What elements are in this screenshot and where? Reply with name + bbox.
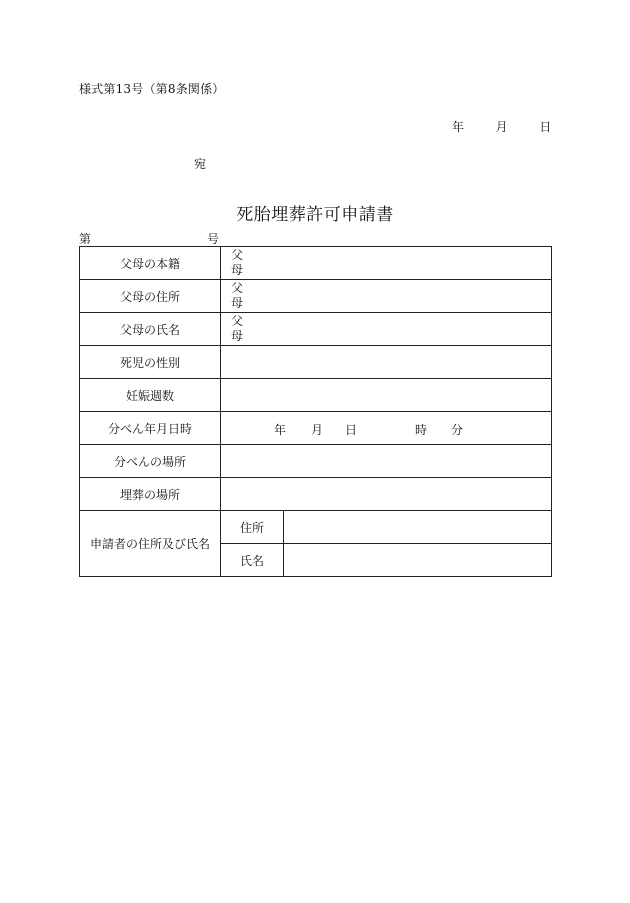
row-parents-name (80, 313, 552, 346)
delivery-year-mark: 年 (274, 423, 287, 437)
delivery-month-mark: 月 (311, 423, 324, 437)
mother-mark: 母 (231, 329, 244, 343)
field-stillborn-sex[interactable] (221, 346, 552, 379)
label-delivery-datetime: 分べん年月日時 (80, 412, 221, 445)
row-delivery-place (80, 445, 552, 478)
field-applicant-name[interactable] (284, 544, 552, 577)
date-month: 月 (495, 120, 508, 134)
row-gestation-weeks (80, 379, 552, 412)
row-parents-address (80, 280, 552, 313)
doc-number (79, 230, 224, 247)
form-number: 様式第13号（第8条関係） (79, 82, 225, 96)
page-title: 死胎埋葬許可申請書 (236, 205, 394, 225)
label-burial-place: 埋葬の場所 (80, 478, 221, 511)
date-day: 日 (539, 120, 552, 134)
field-parents-address[interactable] (221, 280, 552, 313)
label-gestation-weeks: 妊娠週数 (80, 379, 221, 412)
field-delivery-place[interactable] (221, 445, 552, 478)
mother-mark: 母 (231, 263, 244, 277)
delivery-hour-mark: 時 (415, 423, 428, 437)
row-stillborn-sex (80, 346, 552, 379)
label-parents-domicile: 父母の本籍 (80, 247, 221, 280)
date-year: 年 (452, 120, 465, 134)
field-burial-place[interactable] (221, 478, 552, 511)
delivery-minute-mark: 分 (451, 423, 464, 437)
row-delivery-datetime (80, 412, 552, 445)
label-delivery-place: 分べんの場所 (80, 445, 221, 478)
date-line (452, 118, 551, 135)
doc-number-prefix: 第 (79, 232, 92, 246)
row-parents-domicile (80, 247, 552, 280)
label-applicant-name: 氏名 (221, 544, 284, 577)
mother-mark: 母 (231, 296, 244, 310)
addressee-suffix: 宛 (194, 157, 207, 171)
label-applicant-address: 住所 (221, 511, 284, 544)
father-mark: 父 (231, 281, 244, 295)
field-applicant-address[interactable] (284, 511, 552, 544)
row-burial-place (80, 478, 552, 511)
father-mark: 父 (231, 314, 244, 328)
row-applicant-address (80, 511, 552, 544)
label-parents-name: 父母の氏名 (80, 313, 221, 346)
father-mark: 父 (231, 248, 244, 262)
field-parents-name[interactable] (221, 313, 552, 346)
label-parents-address: 父母の住所 (80, 280, 221, 313)
label-applicant: 申請者の住所及び氏名 (80, 511, 221, 577)
application-form-table (79, 246, 552, 577)
doc-number-suffix: 号 (207, 232, 220, 246)
label-stillborn-sex: 死児の性別 (80, 346, 221, 379)
field-delivery-datetime[interactable] (221, 412, 552, 445)
field-gestation-weeks[interactable] (221, 379, 552, 412)
delivery-day-mark: 日 (345, 423, 358, 437)
field-parents-domicile[interactable] (221, 247, 552, 280)
